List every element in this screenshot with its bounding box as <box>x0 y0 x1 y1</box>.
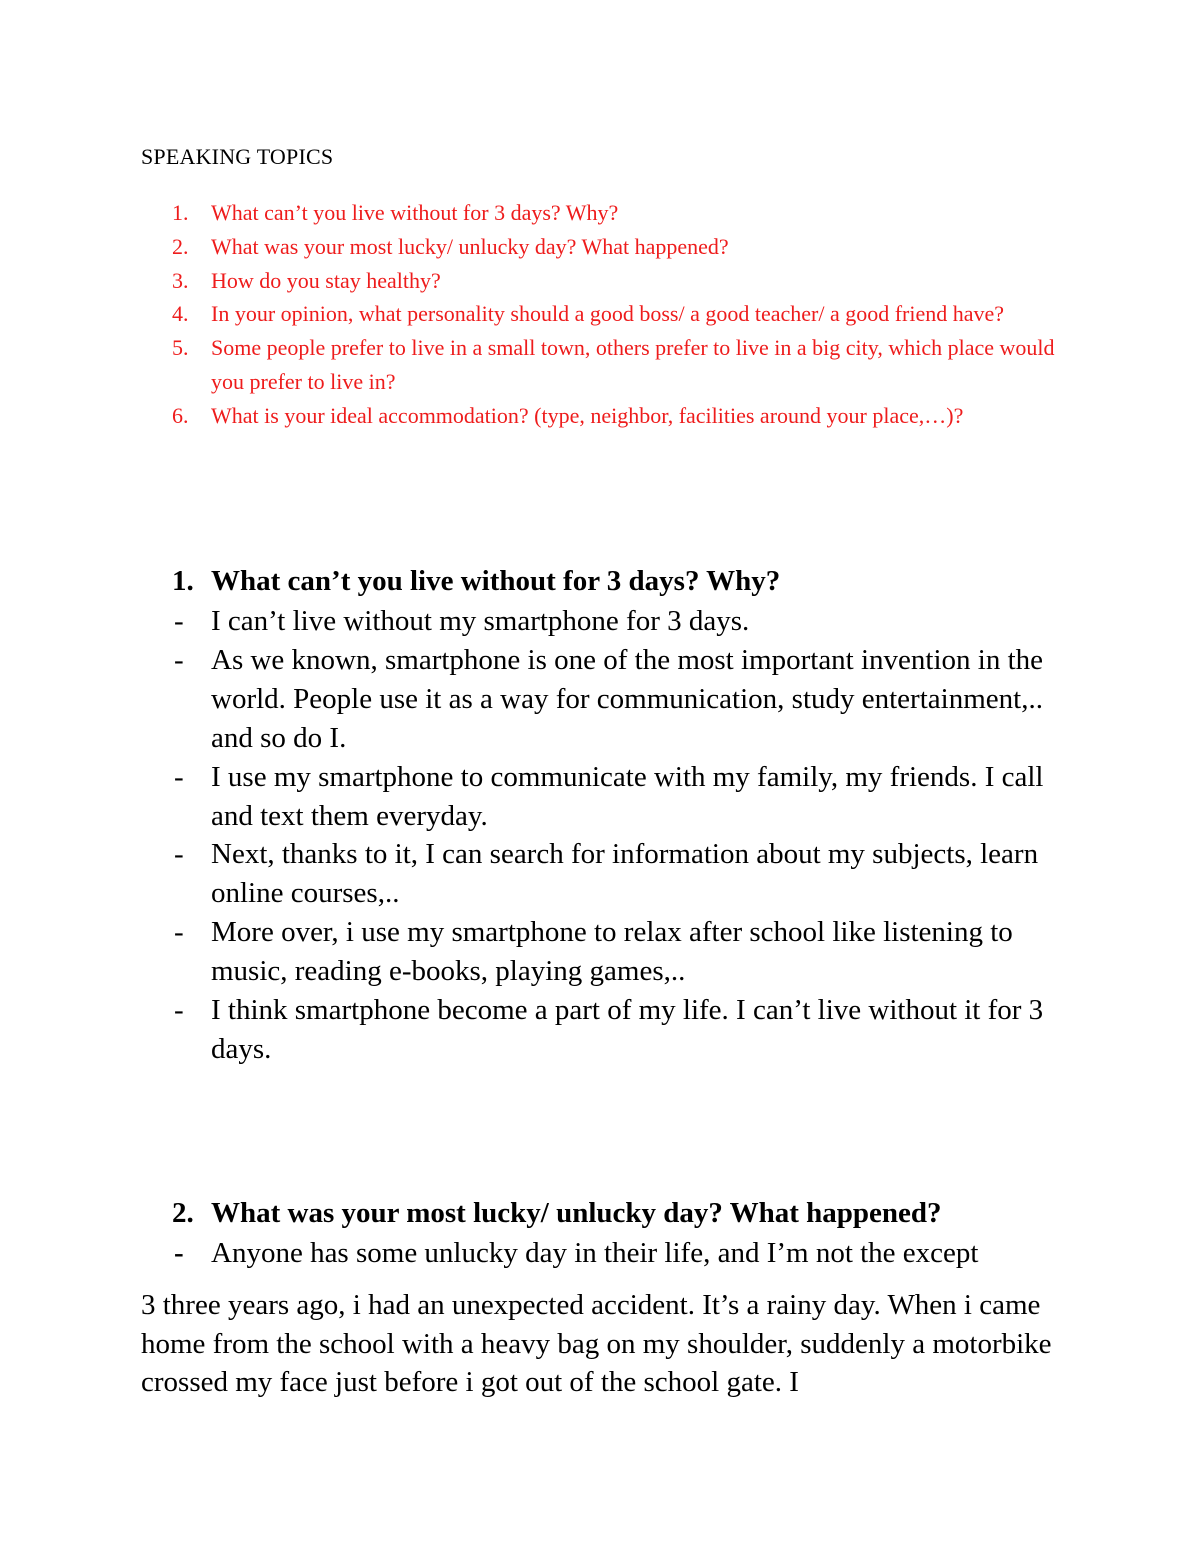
section-1-heading <box>172 562 1072 600</box>
section-title: What can’t you live without for 3 days? Why? <box>211 565 781 597</box>
topic-item <box>172 264 1072 298</box>
point-text: Anyone has some unlucky day in their life, and I’m not the except <box>211 1237 979 1269</box>
point-text: More over, i use my smartphone to relax after school like listening to music, reading e-books, playing games,.. <box>211 916 1013 988</box>
topic-text: How do you stay healthy? <box>211 267 441 293</box>
section-number: 2. <box>172 1197 194 1229</box>
topic-text: What was your most lucky/ unlucky day? What happened? <box>211 233 729 259</box>
bullet-dash: - <box>174 916 184 949</box>
topic-number: 3. <box>172 267 189 293</box>
point-text: I can’t live without my smartphone for 3 days. <box>211 605 750 637</box>
section-2-heading <box>172 1194 1072 1232</box>
list-item <box>172 835 1072 913</box>
point-text: As we known, smartphone is one of the most important invention in the world. People use it as a way for communication, study entertainment,.. and so do I. <box>211 643 1044 754</box>
topic-item <box>172 331 1072 399</box>
topic-text: What can’t you live without for 3 days? Why? <box>211 200 619 225</box>
point-text: Next, thanks to it, I can search for information about my subjects, learn online courses,.. <box>211 838 1039 910</box>
bullet-dash: - <box>174 994 184 1027</box>
list-item <box>172 758 1072 836</box>
bullet-dash: - <box>174 760 184 793</box>
point-text: I use my smartphone to communicate with my family, my friends. I call and text them everyday. <box>211 760 1044 832</box>
bullet-dash: - <box>174 1237 184 1269</box>
topic-number: 5. <box>172 335 189 361</box>
topic-number: 2. <box>172 233 189 259</box>
section-2-points <box>172 1234 1072 1273</box>
section-number: 1. <box>172 565 194 597</box>
topic-item <box>172 297 1072 331</box>
topic-number: 4. <box>172 301 189 327</box>
topic-item <box>172 399 1072 433</box>
topic-number: 1. <box>172 200 189 225</box>
document-heading: SPEAKING TOPICS <box>141 144 334 169</box>
topic-text: In your opinion, what personality should a good boss/ a good teacher/ a good friend have? <box>211 301 1005 327</box>
topic-text: Some people prefer to live in a small town, others prefer to live in a big city, which place would you prefer to live in? <box>211 335 1055 394</box>
topic-list <box>172 196 1072 433</box>
bullet-dash: - <box>174 643 184 676</box>
section-title: What was your most lucky/ unlucky day? What happened? <box>211 1197 942 1229</box>
list-item <box>172 913 1072 991</box>
bullet-dash: - <box>174 605 184 637</box>
list-item <box>172 1234 1072 1273</box>
list-item <box>172 641 1072 758</box>
list-item <box>172 991 1072 1069</box>
topic-item <box>172 230 1072 264</box>
topic-item <box>172 196 1072 230</box>
section-1-points <box>172 602 1072 1069</box>
body-paragraph: 3 three years ago, i had an unexpected accident. It’s a rainy day. When i came home from the school with a heavy bag on my shoulder, suddenly a motorbike crossed my face just before i got out of the school gate. I <box>141 1289 1052 1398</box>
topic-number: 6. <box>172 402 189 428</box>
list-item <box>172 602 1072 641</box>
topic-text: What is your ideal accommodation? (type, neighbor, facilities around your place,…)? <box>211 402 964 428</box>
bullet-dash: - <box>174 838 184 871</box>
point-text: I think smartphone become a part of my life. I can’t live without it for 3 days. <box>211 994 1044 1065</box>
